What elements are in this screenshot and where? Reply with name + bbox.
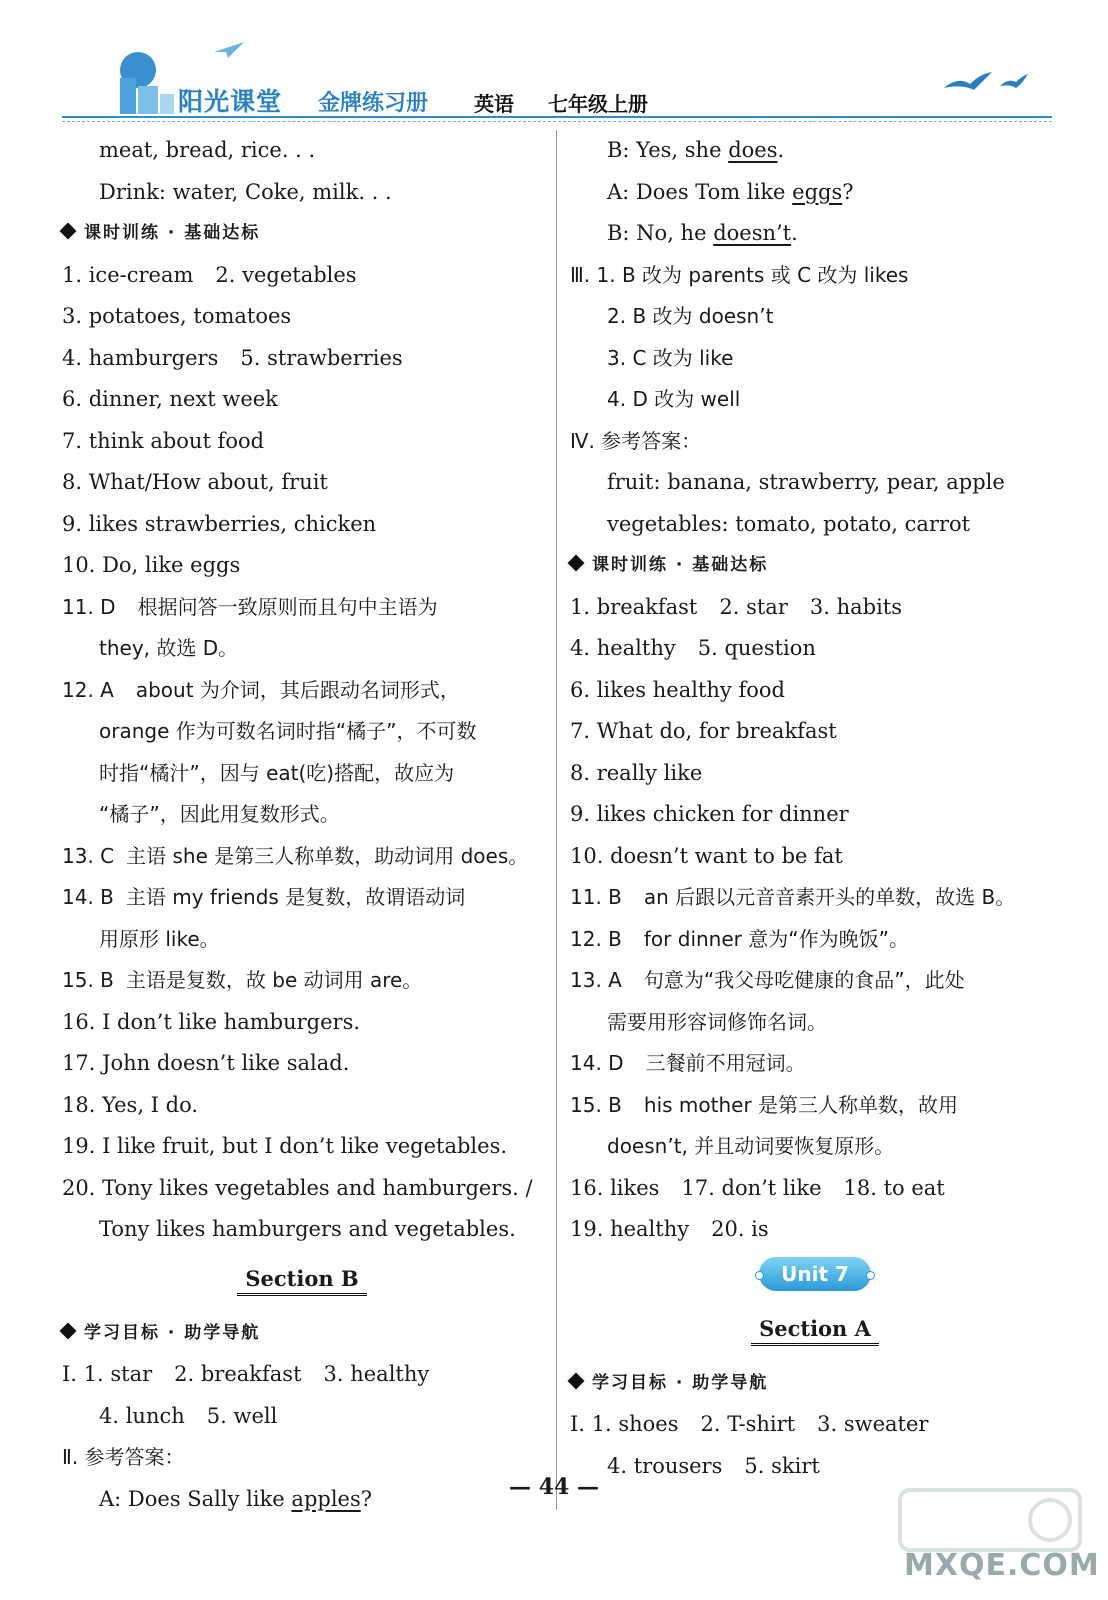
answer-line: 2. B 改为 doesn’t	[607, 304, 774, 328]
answer-line: 1. ice-cream 2. vegetables	[62, 262, 357, 287]
answer-line: 14. D 三餐前不用冠词。	[570, 1051, 806, 1075]
answer-line: “橘子”，因此用复数形式。	[99, 802, 340, 826]
header-brand: 阳光课堂	[178, 87, 283, 116]
diamond-bullet-icon	[60, 223, 77, 240]
diamond-bullet-icon	[568, 555, 585, 572]
badge-dot-icon	[755, 1271, 764, 1280]
unit-heading	[570, 1251, 1060, 1301]
answer-line: Ⅳ. 参考答案：	[570, 428, 702, 453]
answer-line: 9. likes chicken for dinner	[570, 802, 849, 826]
answer-line: 4. trousers 5. skirt	[607, 1453, 820, 1478]
answer-line: doesn’t, 并且动词要恢复原形。	[607, 1134, 895, 1158]
answer-line: 4. lunch 5. well	[99, 1403, 278, 1428]
answer-line: orange 作为可数名词时指“橘子”，不可数	[99, 719, 477, 743]
answer-line: 9. likes strawberries, chicken	[62, 511, 377, 536]
section-heading: 学习目标 · 助学导航	[62, 1313, 542, 1355]
answer-line: 用原形 like。	[99, 926, 220, 951]
answer-line: 12. B for dinner 意为“作为晚饭”。	[570, 926, 909, 951]
answer-line: 10. Do, like eggs	[62, 553, 241, 577]
watermark-text: MXQE.COM	[904, 1548, 1100, 1583]
answer-line: 12. A about 为介词，其后跟动名词形式，	[62, 677, 460, 702]
section-heading: 课时训练 · 基础达标	[570, 545, 1060, 587]
header-dashed-rule	[62, 121, 1052, 122]
header-subject: 英语	[474, 92, 514, 116]
answer-line: 8. really like	[570, 760, 703, 785]
lighthouse-logo-icon	[104, 48, 184, 116]
column-divider	[556, 130, 557, 1510]
paper-plane-icon	[212, 40, 246, 60]
answer-line: 1. breakfast 2. star 3. habits	[570, 594, 903, 619]
answer-line: 4. healthy 5. question	[570, 636, 816, 660]
answer-line: vegetables: tomato, potato, carrot	[607, 511, 971, 536]
page-number: — 44 —	[509, 1474, 599, 1500]
answer-line: 18. Yes, I do.	[62, 1092, 199, 1117]
answer-line: 19. I like fruit, but I don’t like vegetables.	[62, 1134, 508, 1158]
section-a-title: Section A	[570, 1301, 1060, 1363]
answer-line: 3. potatoes, tomatoes	[62, 304, 292, 328]
dialogue-line: A: Does Sally like apples?	[99, 1486, 373, 1511]
answer-line: 13. A 句意为“我父母吃健康的食品”，此处	[570, 968, 965, 992]
answer-line: 13. C 主语 she 是第三人称单数，助动词用 does。	[62, 843, 529, 868]
answer-line: Ⅱ. 参考答案：	[62, 1445, 185, 1469]
dialogue-line: A: Does Tom like eggs?	[607, 179, 854, 204]
answer-line: 14. B 主语 my friends 是复数，故谓语动词	[62, 885, 466, 909]
diamond-bullet-icon	[60, 1322, 77, 1339]
answer-line: 19. healthy 20. is	[570, 1217, 769, 1241]
header-book-title: 金牌练习册	[318, 91, 429, 116]
answer-line: 17. John doesn’t like salad.	[62, 1051, 350, 1075]
text-line: Drink: water, Coke, milk. . .	[99, 179, 392, 204]
answer-line: 20. Tony likes vegetables and hamburgers. /	[62, 1175, 533, 1200]
section-b-title: Section B	[62, 1251, 542, 1313]
answer-line: 4. hamburgers 5. strawberries	[62, 345, 403, 370]
answer-line: 11. D 根据问答一致原则而且句中主语为	[62, 594, 438, 619]
left-column	[62, 130, 542, 1520]
answer-line: Ⅰ. 1. star 2. breakfast 3. healthy	[62, 1362, 430, 1386]
birds-icon	[940, 66, 1040, 106]
answer-line: fruit: banana, strawberry, pear, apple	[607, 470, 1005, 494]
answer-line: 11. B an 后跟以元音音素开头的单数，故选 B。	[570, 885, 1016, 909]
answer-line: Ⅲ. 1. B 改为 parents 或 C 改为 likes	[570, 262, 909, 287]
right-column	[570, 130, 1060, 1487]
dialogue-line: B: No, he doesn’t.	[607, 221, 798, 245]
answer-line: 16. likes 17. don’t like 18. to eat	[570, 1175, 945, 1200]
answer-line: 7. What do, for breakfast	[570, 719, 837, 743]
badge-dot-icon	[866, 1271, 875, 1280]
section-heading: 课时训练 · 基础达标	[62, 213, 542, 255]
answer-line: 15. B 主语是复数，故 be 动词用 are。	[62, 968, 423, 992]
header-rule	[62, 116, 1052, 118]
answer-line: 3. C 改为 like	[607, 345, 734, 370]
answer-line: 7. think about food	[62, 428, 265, 453]
answer-line: they, 故选 D。	[99, 636, 239, 660]
answer-line: 16. I don’t like hamburgers.	[62, 1009, 361, 1034]
answer-line: 4. D 改为 well	[607, 387, 741, 411]
answer-line: 15. B his mother 是第三人称单数，故用	[570, 1092, 959, 1117]
page-header	[0, 0, 1108, 130]
dialogue-line: B: Yes, she does.	[607, 138, 785, 162]
answer-line: 10. doesn’t want to be fat	[570, 843, 843, 868]
diamond-bullet-icon	[568, 1372, 585, 1389]
unit-badge: Unit 7	[759, 1257, 871, 1291]
header-grade: 七年级上册	[548, 92, 648, 116]
answer-line: 6. likes healthy food	[570, 677, 785, 702]
answer-line: 6. dinner, next week	[62, 387, 278, 411]
answer-line: 需要用形容词修饰名词。	[607, 1009, 827, 1034]
section-heading: 学习目标 · 助学导航	[570, 1363, 1060, 1405]
answer-line: 8. What/How about, fruit	[62, 470, 328, 494]
answer-line: Tony likes hamburgers and vegetables.	[99, 1217, 516, 1241]
answer-line: 时指“橘汁”，因与 eat(吃)搭配，故应为	[99, 760, 455, 785]
answer-line: Ⅰ. 1. shoes 2. T-shirt 3. sweater	[570, 1412, 929, 1436]
text-line: meat, bread, rice. . .	[99, 138, 316, 162]
